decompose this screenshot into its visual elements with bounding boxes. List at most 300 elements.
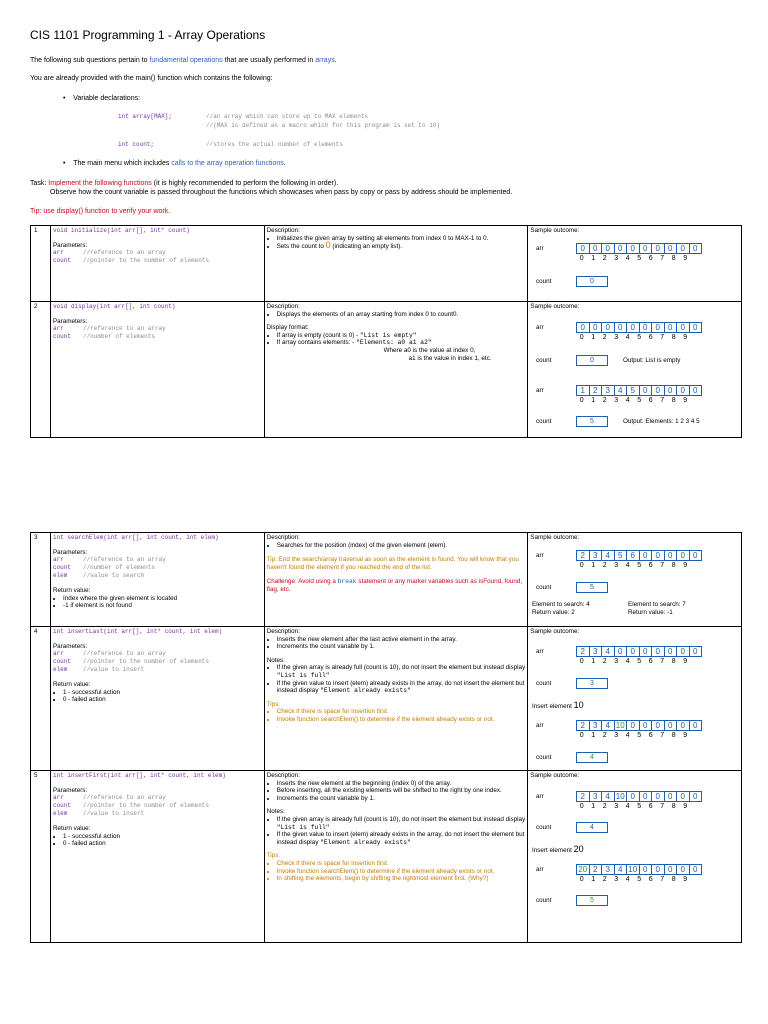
index-label: 2 [602,397,607,404]
insert-label [532,844,584,854]
function-signature: void display(int arr[], int count) [52,303,176,310]
array-cell: 5 [614,550,628,561]
index-label: 6 [648,803,653,810]
array-cell: 2 [576,720,590,731]
decl-array-comment-2: //(MAX is defined as a macro which for this program is set to 10) [206,122,441,129]
param-line [53,802,262,810]
decl-count-comment: //stores the actual number of elements [206,141,343,148]
index-label: 0 [579,562,584,569]
index-label: 4 [625,876,630,883]
index-label: 0 [579,255,584,262]
array-cell: 3 [601,864,615,875]
format-code: "Elements: a0 a1 a2" [356,339,432,347]
index-label: 7 [660,255,665,262]
index-label: 8 [671,732,676,739]
index-label: 1 [591,803,596,810]
array-cell: 0 [676,243,690,254]
param-name: count [52,333,71,341]
insert-text: Insert element [532,847,574,854]
param-name: elem [52,666,68,674]
array-cell: 0 [664,791,678,802]
arr-label: arr [536,793,544,800]
function-signature: int insertLast(int arr[], int* count, int elem) [52,628,223,635]
desc-text: Sets the count to [276,243,326,251]
index-label: 6 [648,255,653,262]
index-label: 5 [637,334,642,341]
array-sample [576,864,702,875]
tip-item: • Check if there is space for insertion first. [277,708,526,716]
format-text: If array is empty (count is 0) - [276,331,360,339]
description-cell [264,302,528,438]
array-cell: 0 [651,864,665,875]
index-label: 3 [614,732,619,739]
array-cell: 0 [639,864,653,875]
index-label: 1 [591,562,596,569]
intro-text: that are usually performed in [222,57,316,64]
note-item [277,816,526,831]
return-label: Return value: [52,587,91,595]
index-label: 6 [648,562,653,569]
count-label: count [536,680,552,687]
param-name: elem [52,572,68,580]
param-desc: //reference to an array [82,249,166,257]
index-row [576,255,691,262]
index-label: 1 [591,255,596,262]
param-line [53,572,262,580]
array-sample [576,550,702,561]
array-sample [576,243,702,254]
task-label: Task: [30,180,49,187]
index-row [576,803,691,810]
index-label: 3 [614,658,619,665]
bullet-dot: • [63,95,74,102]
array-sample [576,646,702,657]
array-cell: 0 [626,720,640,731]
index-label: 6 [648,732,653,739]
array-cell: 0 [614,646,628,657]
index-label: 6 [648,658,653,665]
index-label: 9 [683,255,688,262]
description-label: Description: [266,227,300,234]
param-desc: //number of elements [82,333,155,341]
challenge-code: break [337,578,357,586]
param-desc: //reference to an array [82,556,166,564]
index-label: 1 [591,876,596,883]
return-item: • -1 if element is not found [63,602,262,610]
intro-text: The following sub questions pertain to [30,57,150,64]
count-label: count [536,824,552,831]
search-1: Element to search: 4 [532,601,590,608]
note-text: If the given array is already full (count is 10), do not insert the element but instead display [276,664,526,672]
index-label: 6 [648,334,653,341]
array-cell: 0 [664,243,678,254]
challenge-part: Challenge: Avoid using a [266,578,338,586]
task-line [30,179,338,188]
note-item [277,680,526,695]
note-code: "List is full" [276,823,330,831]
array-cell: 4 [601,791,615,802]
param-line [53,666,262,674]
count-box: 3 [576,678,608,689]
array-cell: 0 [639,791,653,802]
array-cell: 0 [576,243,590,254]
decl-array-code: int array[MAX]; [118,113,173,120]
param-desc: //value to search [82,572,145,580]
tip-item: • Check if there is space for insertion first. [277,860,526,868]
param-name: elem [52,810,68,818]
array-cell: 0 [589,243,603,254]
index-label: 0 [579,803,584,810]
note-text: If the given array is already full (count is 10), do not insert the element but instead display [276,815,526,823]
note-code: "Element already exists" [320,687,411,695]
array-cell: 0 [689,791,703,802]
index-label: 3 [614,803,619,810]
index-label: 6 [648,876,653,883]
bullet-text: The main menu which includes [73,160,172,167]
index-label: 1 [591,397,596,404]
index-label: 7 [660,334,665,341]
tips-label: Tips: [266,852,281,860]
array-cell: 0 [651,322,665,333]
array-cell: 0 [589,322,603,333]
index-row [576,732,691,739]
array-cell: 0 [676,646,690,657]
return-item: • 1 - successful action [63,689,262,697]
array-sample [576,791,702,802]
array-cell: 3 [589,550,603,561]
task-highlight: Implement the following functions [48,180,152,187]
task-text: (it is highly recommended to perform the following in order). [151,180,339,187]
note-code: "List is full" [276,671,330,679]
tip-item: • Invoke function searchElem() to determine if the element already exists or not. [277,868,526,876]
param-desc: //reference to an array [82,650,166,658]
index-label: 4 [625,562,630,569]
param-line [53,810,262,818]
index-label: 9 [683,562,688,569]
index-label: 1 [591,334,596,341]
index-label: 9 [683,876,688,883]
arr-label: arr [536,387,544,394]
array-cell: 3 [601,385,615,396]
index-label: 2 [602,562,607,569]
tip-item: • Invoke function searchElem() to determine if the element already exists or not. [277,716,526,724]
index-label: 3 [614,562,619,569]
params-label: Parameters: [52,317,88,325]
array-cell: 4 [601,550,615,561]
index-label: 4 [625,255,630,262]
insert-value: 10 [573,700,584,710]
tip-item: • In shifting the elements, begin by shifting the rightmost element first. (Why?) [277,875,526,883]
return-item: • 1 - successful action [63,833,262,841]
array-functions-link: calls to the array operation functions [171,160,284,167]
index-label: 6 [648,397,653,404]
function-signature: int searchElem(int arr[], int count, int elem) [52,534,219,541]
array-cell: 2 [576,550,590,561]
array-cell: 2 [576,646,590,657]
index-label: 5 [637,803,642,810]
array-cell: 0 [601,322,615,333]
output-text: Output: Elements: 1 2 3 4 5 [623,418,700,425]
return-2: Return value: -1 [628,609,673,616]
description-cell [264,627,528,771]
array-cell: 0 [639,720,653,731]
arr-label: arr [536,245,544,252]
array-cell: 0 [689,646,703,657]
array-cell: 0 [601,243,615,254]
arr-label: arr [536,324,544,331]
count-box: 5 [576,582,608,593]
param-line [53,794,262,802]
count-label: count [536,278,552,285]
array-cell: 0 [626,243,640,254]
intro-line-1 [30,56,337,65]
index-label: 7 [660,732,665,739]
count-label: count [536,754,552,761]
format-item [277,339,526,347]
index-label: 9 [683,803,688,810]
array-cell: 1 [576,385,590,396]
array-cell: 0 [576,322,590,333]
note-code: "Element already exists" [320,838,411,846]
param-name: arr [52,249,64,257]
array-cell: 10 [626,864,640,875]
index-label: 8 [671,255,676,262]
index-label: 5 [637,876,642,883]
sample-label: Sample outcome: [530,303,580,310]
description-label: Description: [266,303,300,310]
notes-label: Notes: [266,808,285,816]
index-label: 8 [671,876,676,883]
return-item: • 0 - failed action [63,840,262,848]
index-label: 0 [579,334,584,341]
index-label: 2 [602,732,607,739]
index-label: 9 [683,334,688,341]
array-sample [576,322,702,333]
function-cell [50,627,264,771]
count-box: 4 [576,822,608,833]
description-cell [264,533,528,627]
array-cell: 3 [589,646,603,657]
array-cell: 0 [626,322,640,333]
param-name: arr [52,556,64,564]
table-row [31,226,742,302]
array-cell: 0 [676,791,690,802]
array-cell: 3 [589,791,603,802]
array-cell: 0 [651,243,665,254]
array-cell: 0 [651,720,665,731]
index-label: 9 [683,732,688,739]
index-label: 4 [625,397,630,404]
where-line: a1 is the value in index 1, etc. [408,354,492,362]
array-cell: 0 [689,864,703,875]
index-label: 8 [671,334,676,341]
array-cell: 0 [676,550,690,561]
insert-text: Insert element [532,703,574,710]
array-cell: 0 [676,864,690,875]
note-text: If the given value to insert (elem) already exists in the array, do not insert the element but instead display [276,679,525,695]
output-text: Output: List is empty [623,357,681,364]
param-desc: //pointer to the number of elements [82,658,209,666]
array-cell: 10 [614,720,628,731]
param-name: arr [52,325,64,333]
fundamental-operations-link: fundamental operations [149,57,223,64]
row-number: 3 [31,533,51,627]
insert-value: 20 [573,844,584,854]
index-label: 2 [602,803,607,810]
array-cell: 3 [589,720,603,731]
index-label: 1 [591,658,596,665]
index-label: 0 [579,658,584,665]
description-label: Description: [266,772,300,779]
row-number: 1 [31,226,51,302]
desc-item: • Searches for the position (index) of the given element (elem). [277,542,526,550]
array-cell: 0 [651,646,665,657]
note-text: If the given value to insert (elem) already exists in the array, do not insert the element but instead display [276,831,525,846]
index-label: 0 [579,397,584,404]
task-line-2: Observe how the count variable is passed throughout the functions which showcases when pass by copy or pass by address should be implemented. [50,189,513,196]
index-label: 3 [614,397,619,404]
array-cell: 0 [689,322,703,333]
array-cell: 4 [601,646,615,657]
decl-array-comment: //an array which can store up to MAX elements [206,113,369,120]
array-cell: 0 [689,720,703,731]
array-sample [576,385,702,396]
format-item [277,332,526,340]
intro-text: . [334,57,337,64]
param-line [53,257,262,265]
param-name: count [52,564,71,572]
arr-label: arr [536,648,544,655]
param-name: count [52,257,71,265]
index-label: 2 [602,334,607,341]
insert-label [532,700,584,710]
index-row [576,658,691,665]
bullet-text: Variable declarations: [73,95,141,102]
return-item: • 0 - failed action [63,696,262,704]
index-row [576,397,691,404]
count-label: count [536,418,552,425]
return-label: Return value: [52,825,91,833]
index-label: 7 [660,876,665,883]
bullet-dot: • [63,160,74,167]
param-desc: //pointer to the number of elements [82,802,209,810]
param-desc: //value to insert [82,810,145,818]
return-1: Return value: 2 [532,609,575,616]
index-row [576,562,691,569]
param-line [53,650,262,658]
param-name: count [52,802,71,810]
array-cell: 0 [676,720,690,731]
row-number: 2 [31,302,51,438]
array-cell: 0 [664,385,678,396]
where-line: Where a0 is the value at index 0, [383,346,476,354]
param-line [53,556,262,564]
row-number: 5 [31,771,51,943]
array-cell: 0 [664,864,678,875]
array-cell: 4 [614,385,628,396]
index-label: 4 [625,732,630,739]
index-label: 4 [625,803,630,810]
index-label: 2 [602,255,607,262]
index-label: 7 [660,658,665,665]
array-cell: 0 [689,385,703,396]
desc-item: • Inserts the new element at the beginning (index 0) of the array. [277,780,526,788]
param-desc: //reference to an array [82,794,166,802]
index-label: 0 [579,732,584,739]
array-cell: 2 [589,385,603,396]
params-label: Parameters: [52,241,88,249]
index-label: 3 [614,334,619,341]
index-label: 7 [660,397,665,404]
note-item [277,664,526,679]
note-item [277,831,526,846]
description-cell [264,226,528,302]
desc-item: • Displays the elements of an array starting from index 0 to count0. [277,311,526,319]
bullet-text: . [283,160,286,167]
index-label: 5 [637,658,642,665]
challenge-text [267,578,526,593]
function-signature: void initialize(int arr[], int* count) [52,227,190,234]
param-line [53,564,262,572]
array-cell: 0 [651,550,665,561]
index-label: 9 [683,658,688,665]
function-signature: int insertFirst(int arr[], int* count, int elem) [52,772,226,779]
index-label: 7 [660,562,665,569]
count-box: 5 [576,895,608,906]
desc-item: • Increments the count variable by 1. [277,795,526,803]
array-cell: 0 [664,646,678,657]
index-label: 4 [625,658,630,665]
param-name: count [52,658,71,666]
notes-label: Notes: [266,656,285,664]
index-label: 3 [614,255,619,262]
index-label: 0 [579,876,584,883]
bullet-variable-declarations [63,94,140,103]
param-name: arr [52,794,64,802]
index-label: 1 [591,732,596,739]
array-cell: 0 [639,646,653,657]
index-label: 4 [625,334,630,341]
index-row [576,334,691,341]
index-label: 8 [671,658,676,665]
return-item: • Index where the given element is located [63,595,262,603]
format-label: Display format: [266,324,309,332]
array-cell: 0 [614,243,628,254]
description-cell [264,771,528,943]
param-desc: //pointer to the number of elements [82,257,209,265]
array-cell: 6 [626,550,640,561]
index-label: 5 [637,732,642,739]
index-label: 8 [671,397,676,404]
format-text: If array contains elements: - [276,339,357,347]
index-label: 2 [602,658,607,665]
sample-cell [528,226,742,302]
array-cell: 0 [614,322,628,333]
description-label: Description: [266,534,300,541]
array-cell: 0 [626,646,640,657]
tip-line: Tip: use display() function to verify your work. [30,208,171,215]
array-cell: 2 [589,864,603,875]
index-label: 2 [602,876,607,883]
param-desc: //reference to an array [82,325,166,333]
tips-label: Tips: [266,700,281,708]
count-label: count [536,584,552,591]
arr-label: arr [536,722,544,729]
sample-label: Sample outcome: [530,772,580,779]
index-label: 5 [637,255,642,262]
array-cell: 0 [676,322,690,333]
param-line [53,333,262,341]
